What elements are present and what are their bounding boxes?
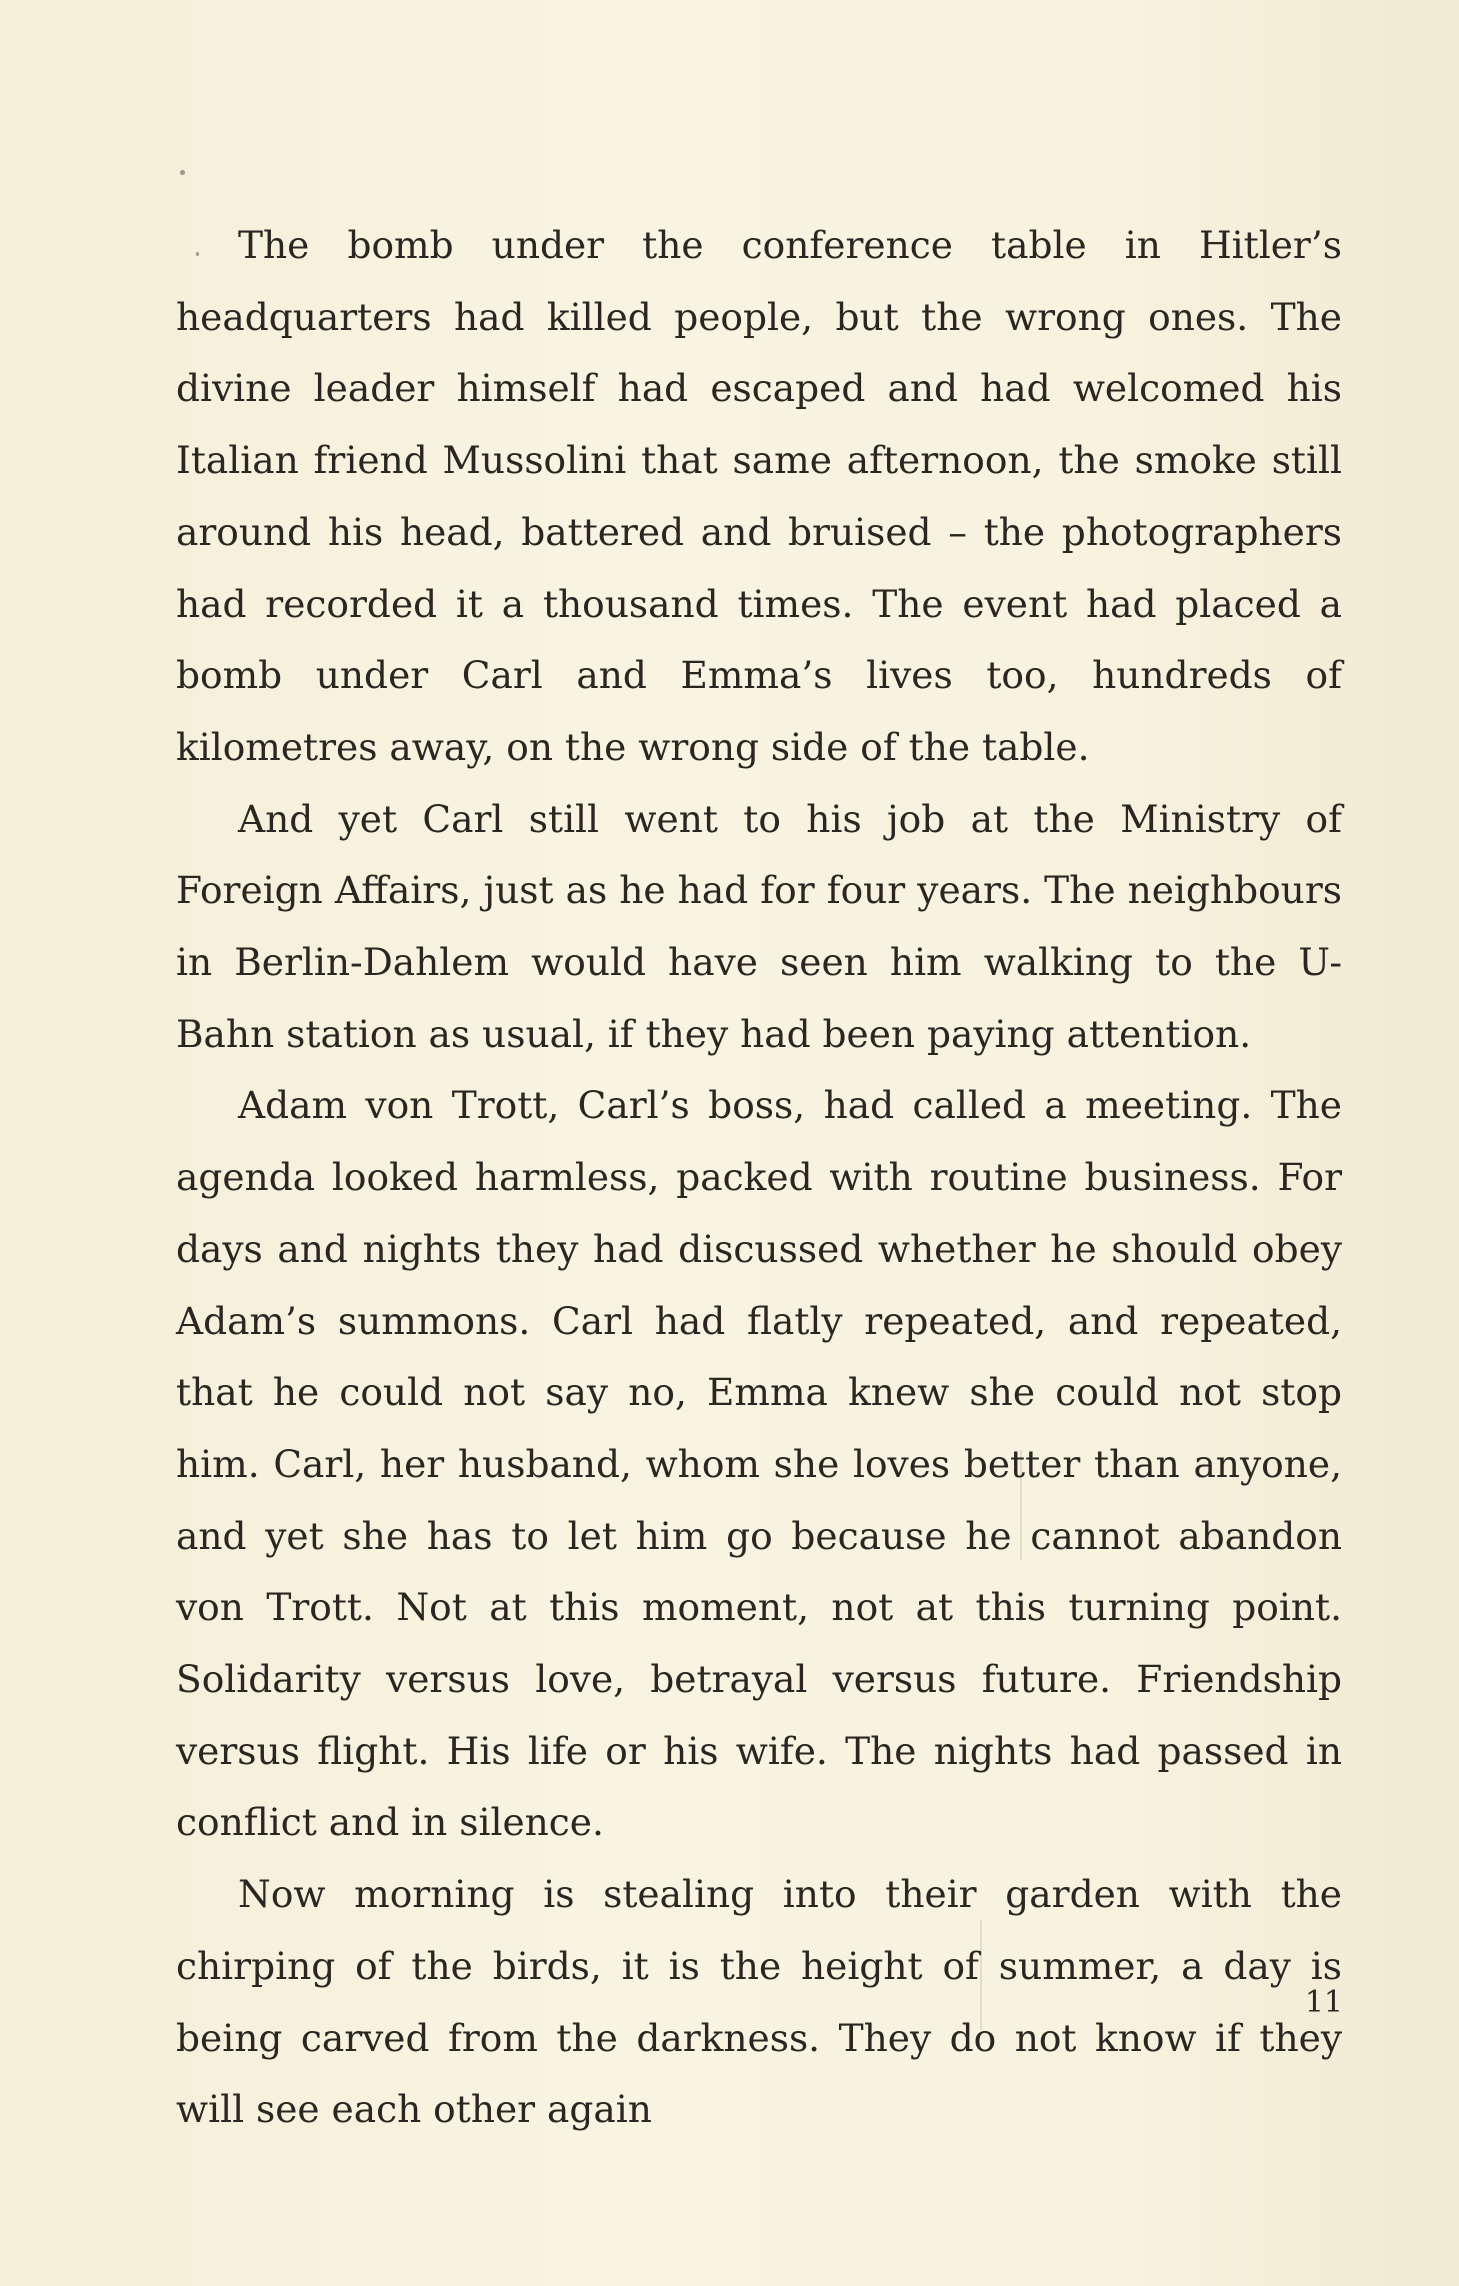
paragraph: The bomb under the conference table in Hitler’s headquarters had killed people, but the wrong ones. The divine leader himself had escaped and had welcomed his Italian friend Mussolini that same afternoon, the smoke still around his head, battered and bruised – the photographers had recorded it a thousand times. The event had placed a bomb under Carl and Emma’s lives too, hundreds of kilometres away, on the wrong side of the table.	[176, 223, 1342, 769]
paper-speck	[180, 170, 185, 175]
paragraph: Now morning is stealing into their garden with the chirping of the birds, it is the height of summer, a day is being carved from the darkness. They do not know if they will see each other again	[176, 1872, 1342, 2132]
body-text	[176, 210, 1342, 2146]
paragraph: Adam von Trott, Carl’s boss, had called a meeting. The agenda looked harmless, packed with routine business. For days and nights they had discussed whether he should obey Adam’s summons. Carl had flatly repeated, and repeated, that he could not say no, Emma knew she could not stop him. Carl, her husband, whom she loves better than anyone, and yet she has to let him go because he cannot abandon von Trott. Not at this moment, not at this turning point. Solidarity versus love, betrayal versus future. Friendship versus flight. His life or his wife. The nights had passed in conflict and in silence.	[176, 1083, 1342, 1845]
paragraph: And yet Carl still went to his job at the Ministry of Foreign Affairs, just as he had for four years. The neighbours in Berlin-Dahlem would have seen him walking to the U-Bahn station as usual, if they had been paying attention.	[176, 796, 1342, 1056]
page-number: 11	[1304, 1985, 1343, 2020]
